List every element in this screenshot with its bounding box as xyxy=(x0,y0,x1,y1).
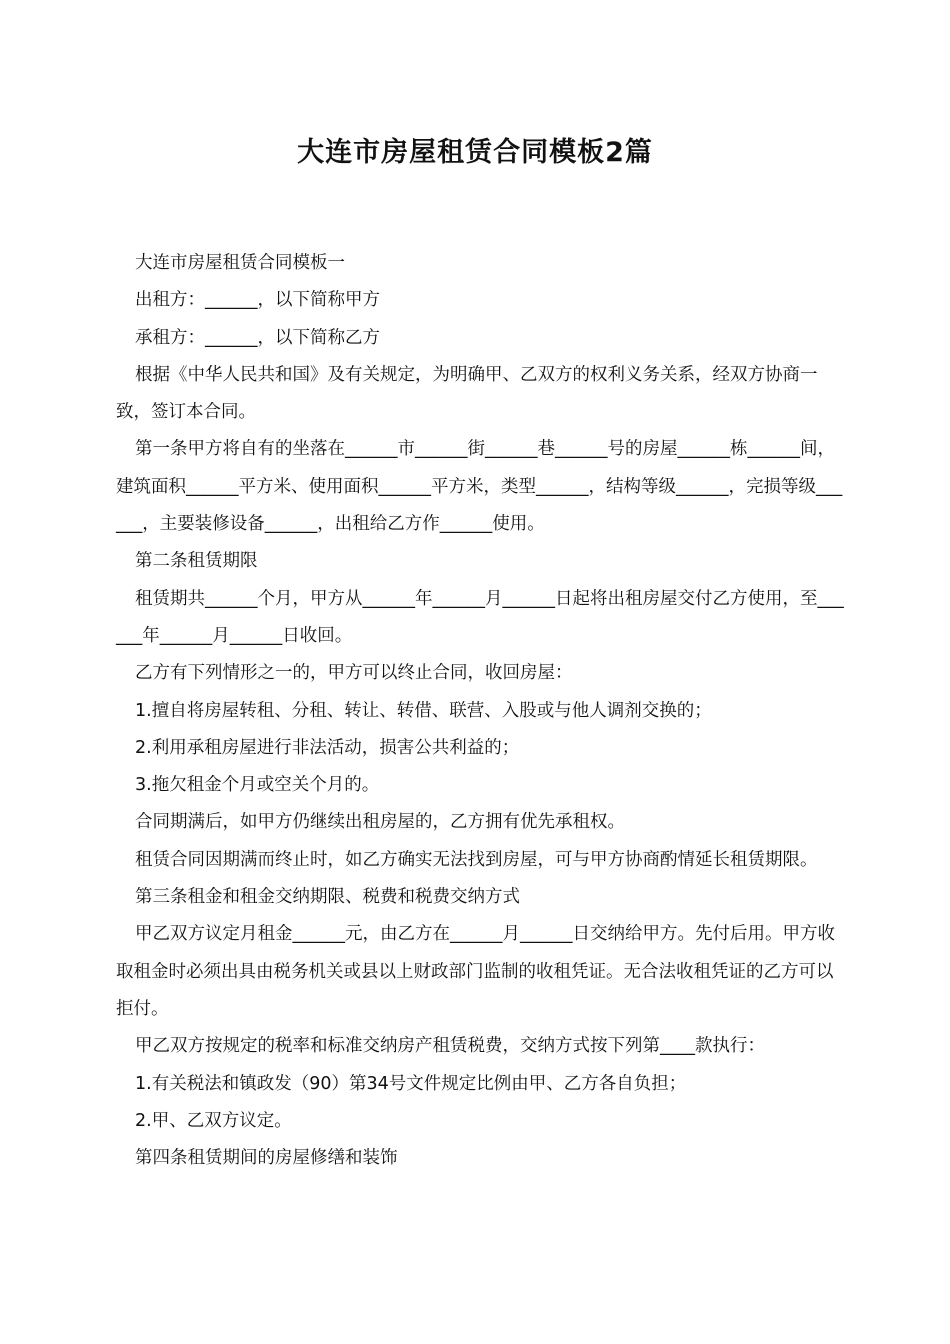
document-body xyxy=(116,245,846,1177)
preamble-paragraph: 根据《中华人民共和国》及有关规定，为明确甲、乙双方的权利义务关系，经双方协商一致，签订本合同。 xyxy=(116,364,818,423)
tax-payment-paragraph: 甲乙双方按规定的税率和标准交纳房产租赁税费，交纳方式按下列第____款执行： xyxy=(135,1036,765,1057)
termination-conditions-intro: 乙方有下列情形之一的，甲方可以终止合同，收回房屋： xyxy=(135,663,573,684)
article-one-paragraph: 第一条甲方将自有的坐落在______市______街______巷______号的房屋______栋______间，建筑面积______平方米、使用面积______平方米，类型______，结构等级______，完损等级______，主要装修设备______，出租给乙方作______使用。 xyxy=(116,439,843,535)
list-item: 2.甲、乙双方议定。 xyxy=(135,1110,292,1131)
extension-paragraph: 租赁合同因期满而终止时，如乙方确实无法找到房屋，可与甲方协商酌情延长租赁期限。 xyxy=(135,849,818,870)
list-item: 3.拖欠租金个月或空关个月的。 xyxy=(135,775,380,796)
list-item: 2.利用承租房屋进行非法活动，损害公共利益的； xyxy=(135,737,520,758)
lessor-line: 出租方：______，以下简称甲方 xyxy=(135,290,380,311)
article-four-heading: 第四条租赁期间的房屋修缮和装饰 xyxy=(135,1148,398,1169)
lease-term-paragraph: 租赁期共______个月，甲方从______年______月______日起将出租房屋交付乙方使用，至______年______月______日收回。 xyxy=(116,588,844,646)
priority-renewal-paragraph: 合同期满后，如甲方仍继续出租房屋的，乙方拥有优先承租权。 xyxy=(135,812,625,833)
document-title: 大连市房屋租赁合同模板2篇 xyxy=(297,137,653,168)
lessee-line: 承租方：______，以下简称乙方 xyxy=(135,327,380,348)
article-two-heading: 第二条租赁期限 xyxy=(135,551,258,572)
article-three-heading: 第三条租金和租金交纳期限、税费和税费交纳方式 xyxy=(135,887,520,908)
list-item: 1.有关税法和镇政发（90）第34号文件规定比例由甲、乙方各自负担； xyxy=(135,1073,687,1094)
section-heading-template-one: 大连市房屋租赁合同模板一 xyxy=(135,253,345,273)
rent-payment-paragraph: 甲乙双方议定月租金______元，由乙方在______月______日交纳给甲方。先付后用。甲方收取租金时必须出具由税务机关或县以上财政部门监制的收租凭证。无合法收租凭证的乙方可以拒付。 xyxy=(116,924,835,1019)
list-item: 1.擅自将房屋转租、分租、转让、转借、联营、入股或与他人调剂交换的； xyxy=(135,700,712,721)
